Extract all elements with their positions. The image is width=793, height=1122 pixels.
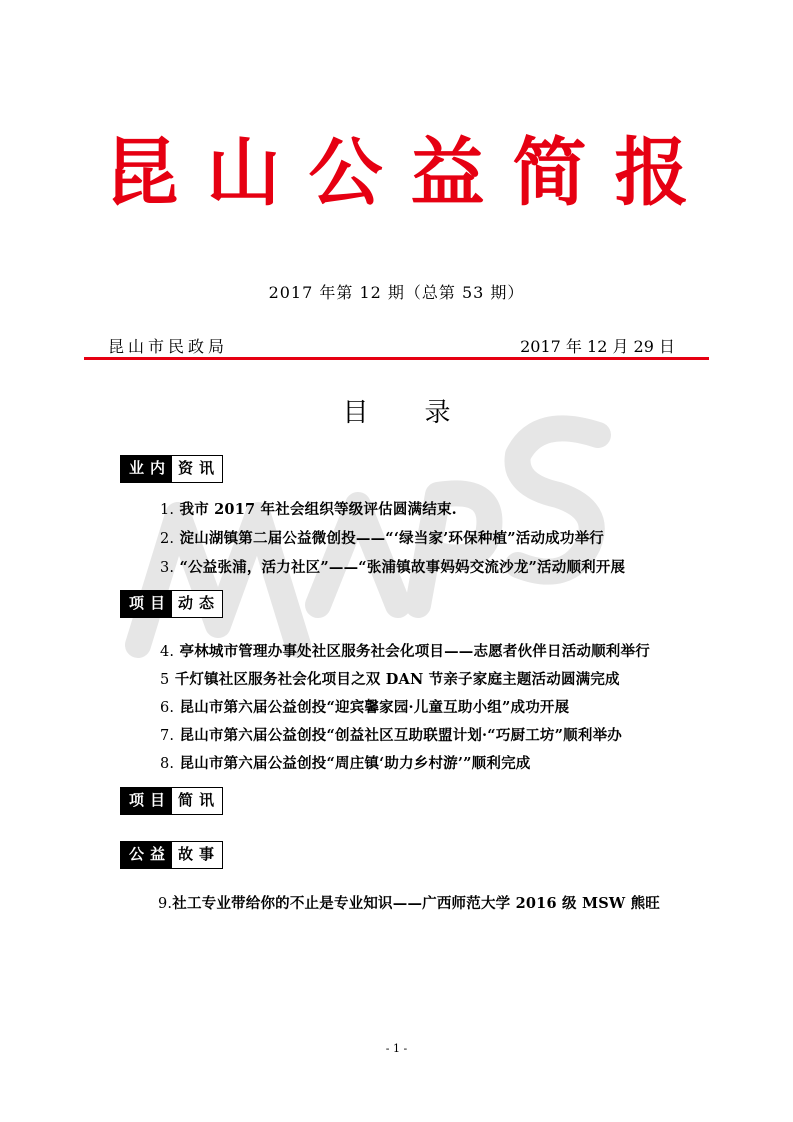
section-badge-light: 资讯: [172, 456, 222, 482]
publisher-name: 昆山市民政局: [108, 337, 229, 356]
toc-item[interactable]: [160, 668, 620, 689]
issue-line: 2017 年第 12 期（总第 53 期）: [268, 283, 525, 302]
toc-item[interactable]: [160, 527, 604, 548]
toc-item-text: 亭林城市管理办事处社区服务社会化项目——志愿者伙伴日活动顺利举行: [179, 643, 650, 660]
toc-item-number: 4.: [160, 644, 175, 660]
toc-item-text: “公益张浦，活力社区”——“张浦镇故事妈妈交流沙龙”活动顺利开展: [179, 559, 626, 576]
section-badge-project-updates: [120, 590, 223, 618]
toc-item[interactable]: [160, 696, 569, 717]
section-badge-dark: 项目: [121, 788, 172, 814]
toc-item[interactable]: [158, 892, 660, 913]
toc-item-number: 6.: [160, 700, 175, 716]
page-number: - 1 -: [385, 1042, 408, 1055]
toc-item-number: 3.: [160, 560, 175, 576]
toc-item-number: 1.: [160, 502, 175, 518]
toc-item-text: 淀山湖镇第二届公益微创投——“‘绿当家’环保种植”活动成功举行: [179, 530, 604, 547]
toc-item[interactable]: [160, 724, 622, 745]
section-badge-dark: 项目: [121, 591, 172, 617]
masthead-title: 昆山公益简报: [104, 130, 717, 216]
section-badge-public-welfare-stories: [120, 841, 223, 869]
toc-item-number: 8.: [160, 756, 175, 772]
toc-title: 目录: [342, 398, 507, 428]
toc-item-text: 千灯镇社区服务社会化项目之双 DAN 节亲子家庭主题活动圆满完成: [174, 671, 620, 688]
toc-item-text: 社工专业带给你的不止是专业知识——广西师范大学 2016 级 MSW 熊旺: [172, 895, 661, 912]
toc-item-number: 7.: [160, 728, 175, 744]
watermark-stroke-s: [518, 428, 599, 571]
toc-item-text: 昆山市第六届公益创投“创益社区互助联盟计划·“巧厨工坊”顺利举办: [179, 727, 622, 744]
toc-item-number: 5: [160, 672, 170, 688]
section-badge-dark: 公益: [121, 842, 172, 868]
section-badge-light: 简讯: [172, 788, 222, 814]
section-badge-light: 故事: [172, 842, 222, 868]
toc-item[interactable]: [160, 498, 457, 519]
toc-item[interactable]: [160, 640, 650, 661]
section-badge-project-briefs: [120, 787, 223, 815]
section-badge-dark: 业内: [121, 456, 172, 482]
header-divider: [84, 357, 709, 360]
toc-item-text: 昆山市第六届公益创投“周庄镇‘助力乡村游’”顺利完成: [179, 755, 531, 772]
toc-item-text: 昆山市第六届公益创投“迎宾馨家园·儿童互助小组”成功开展: [179, 699, 570, 716]
toc-item-number: 2.: [160, 531, 175, 547]
watermark-stroke-v: [318, 505, 398, 605]
toc-item[interactable]: [160, 752, 530, 773]
section-badge-industry-news: [120, 455, 223, 483]
publish-date: 2017 年 12 月 29 日: [520, 337, 675, 356]
toc-item[interactable]: [160, 556, 625, 577]
section-badge-light: 动态: [172, 591, 222, 617]
toc-item-number: 9.: [158, 896, 173, 912]
toc-item-text: 我市 2017 年社会组织等级评估圆满结束.: [179, 501, 457, 518]
